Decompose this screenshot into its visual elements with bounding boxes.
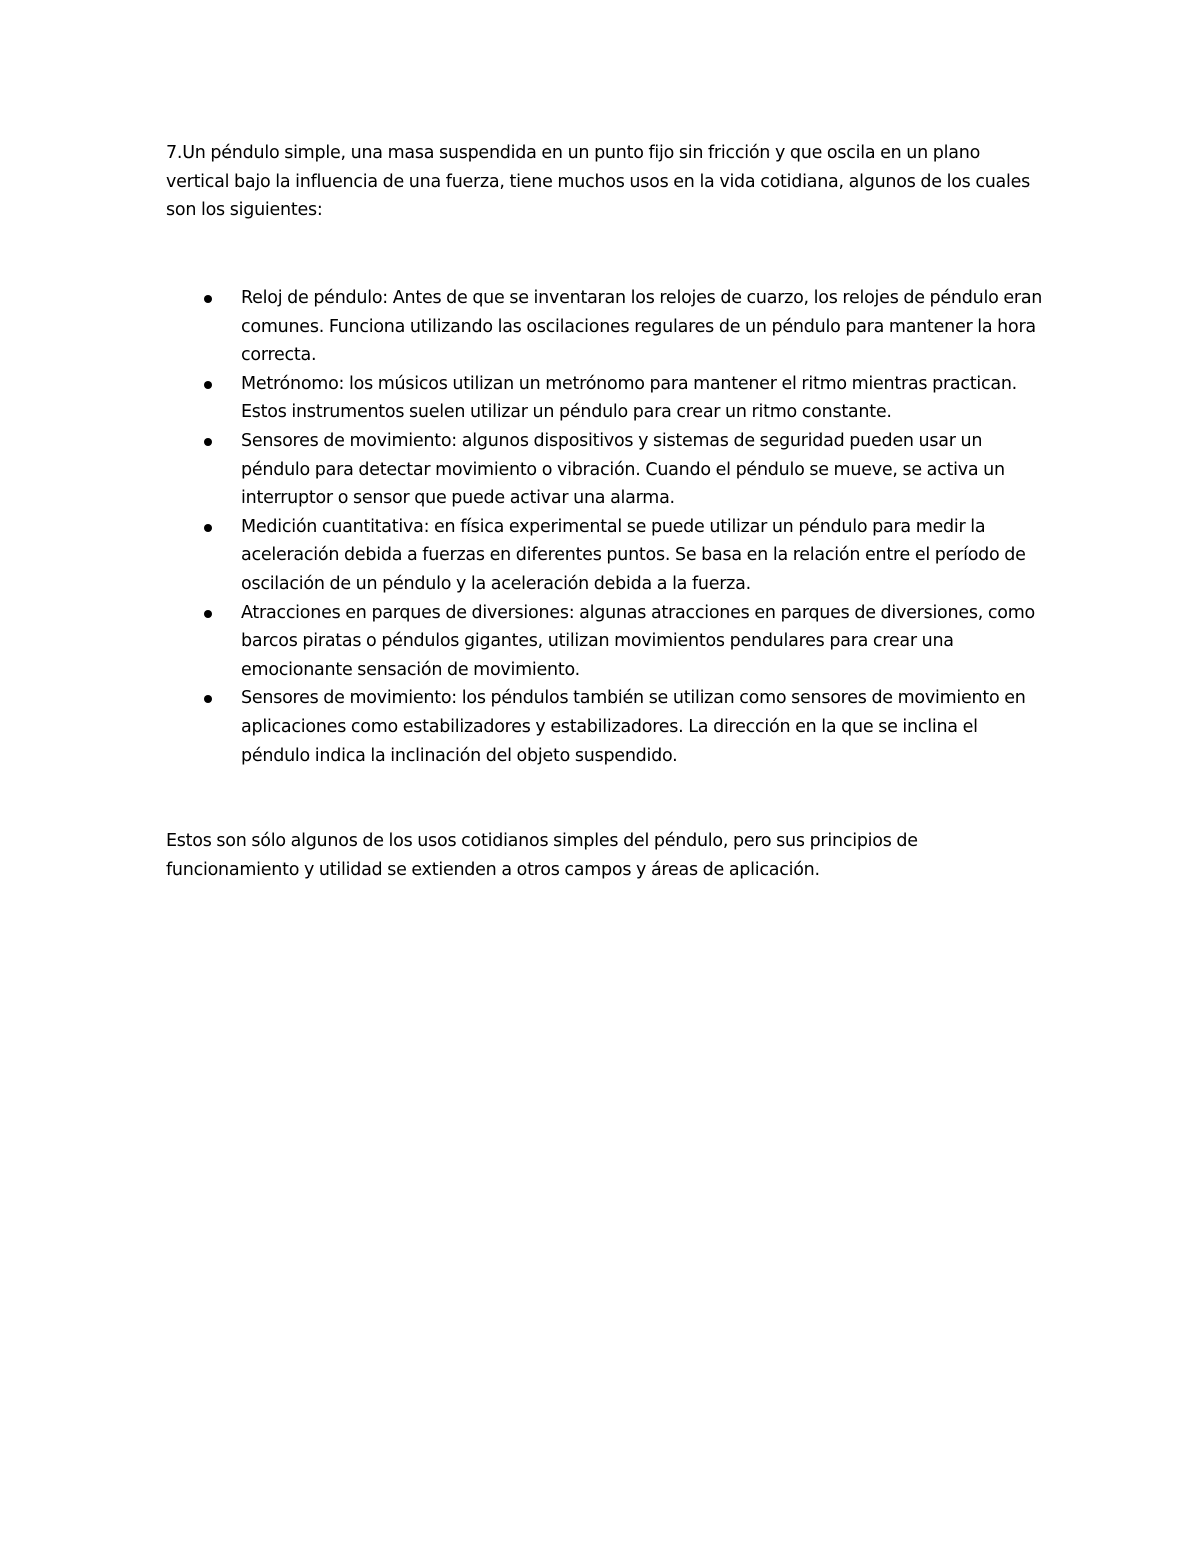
bullet-icon bbox=[204, 524, 212, 532]
list-item bbox=[166, 427, 1046, 513]
conclusion-paragraph: Estos son sólo algunos de los usos cotidianos simples del péndulo, pero sus principios de funcionamiento y utilidad se extienden a otros campos y áreas de aplicación. bbox=[166, 831, 918, 880]
list-item-text: Metrónomo: los músicos utilizan un metrónomo para mantener el ritmo mientras practican. Estos instrumentos suelen utilizar un péndulo para crear un ritmo constante. bbox=[241, 373, 1017, 423]
intro-paragraph: 7.Un péndulo simple, una masa suspendida en un punto fijo sin fricción y que oscila en un plano vertical bajo la influencia de una fuerza, tiene muchos usos en la vida cotidiana, algunos de los cuales son los siguientes: bbox=[166, 143, 1031, 221]
list-item bbox=[166, 513, 1046, 599]
list-item bbox=[166, 599, 1046, 685]
uses-list bbox=[166, 284, 1046, 770]
bullet-icon bbox=[204, 295, 212, 303]
bullet-icon bbox=[204, 438, 212, 446]
list-item-text: Sensores de movimiento: los péndulos también se utilizan como sensores de movimiento en aplicaciones como estabilizadores y estabilizadores. La dirección en la que se inclina el péndulo indica la inclinación del objeto suspendido. bbox=[241, 688, 1026, 766]
bullet-icon bbox=[204, 381, 212, 389]
list-item-text: Reloj de péndulo: Antes de que se inventaran los relojes de cuarzo, los relojes de péndulo eran comunes. Funciona utilizando las oscilaciones regulares de un péndulo para mantener la hora correcta. bbox=[241, 288, 1043, 366]
list-item-text: Sensores de movimiento: algunos dispositivos y sistemas de seguridad pueden usar un péndulo para detectar movimiento o vibración. Cuando el péndulo se mueve, se activa un interruptor o sensor que puede activar una alarma. bbox=[241, 430, 1005, 509]
bullet-icon bbox=[204, 610, 212, 618]
bullet-icon bbox=[204, 695, 212, 703]
list-item-text: Medición cuantitativa: en física experimental se puede utilizar un péndulo para medir la aceleración debida a fuerzas en diferentes puntos. Se basa en la relación entre el período de oscilación de un péndulo y la aceleración debida a la fuerza. bbox=[241, 516, 1026, 594]
list-item-text: Atracciones en parques de diversiones: algunas atracciones en parques de diversiones, como barcos piratas o péndulos gigantes, utilizan movimientos pendulares para crear una emocionante sensación de movimiento. bbox=[241, 602, 1035, 680]
list-item bbox=[166, 284, 1046, 370]
list-item bbox=[166, 684, 1046, 770]
list-item bbox=[166, 370, 1046, 427]
